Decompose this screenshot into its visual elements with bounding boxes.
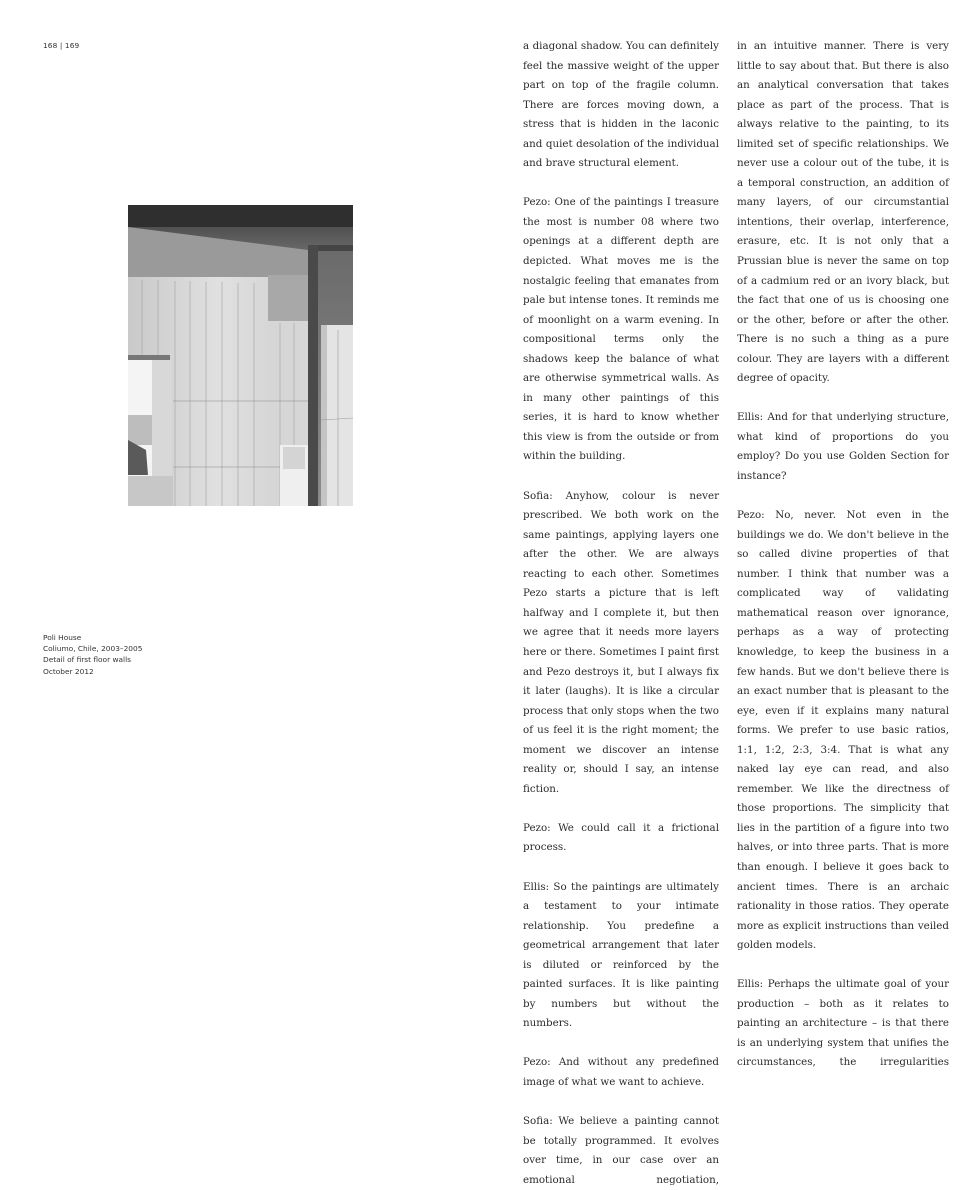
paragraph: Pezo: No, never. Not even in the buildings we do. We don't believe in the so called divine properties of that number. I think that number was a complicated way of validating mathematical reason over ignorance, perhaps as a way of protecting knowledge, to keep the business in a few hands. But we don't believe there is an exact number that is pleasant to the eye, even if it explains many natural forms. We prefer to use basic ratios, 1:1, 1:2, 2:3, 3:4. That is what any naked lay eye can read, and also remember. We like the directness of those proportions. The simplicity that lies in the partition of a figure into two halves, or into three parts. That is more than enough. I believe it goes back to ancient times. There is an archaic rationality in those ratios. They operate more as explicit instructions than veiled golden models. [737,509,949,952]
paragraph: Pezo: We could call it a frictional process. [523,821,719,854]
photo-caption [43,632,142,677]
page-number: 168 | 169 [43,41,80,50]
caption-location: Coliumo, Chile, 2003–2005 [43,644,143,654]
paragraph: Pezo: And without any predefined image of what we want to achieve. [523,1056,719,1088]
paragraph: Ellis: Perhaps the ultimate goal of your production – both as it relates to painting an architecture – is that there is an underlying system that unifies the circumstances, the irregularities [737,978,949,1069]
caption-detail: Detail of first floor walls [43,655,132,665]
paragraph: Sofia: We believe a painting cannot be totally programmed. It evolves over time, in our case over an emotional negotiation, [523,1115,719,1186]
paragraph: in an intuitive manner. There is very little to say about that. But there is also an analytical conversation that takes place as part of the process. That is always relative to the painting, to its limited set of specific relationships. We never use a colour out of the tube, it is a temporal construction, an addition of many layers, of our circumstantial intentions, their overlap, interference, erasure, etc. It is not only that a Prussian blue is never the same on top of a cadmium red or an ivory black, but the fact that one of us is choosing one or the other, before or after the other. There is no such a thing as a pure colour. They are layers with a different degree of opacity. [737,40,949,385]
paragraph: a diagonal shadow. You can definitely feel the massive weight of the upper part on top of the fragile column. There are forces moving down, a stress that is hidden in the laconic and quiet desolation of the individual and brave structural element. [523,40,719,170]
photograph-concrete-interior [128,205,353,506]
caption-title: Poli House [43,633,82,642]
caption-date: October 2012 [43,666,94,676]
paragraph: Pezo: One of the paintings I treasure the most is number 08 where two openings at a different depth are depicted. What moves me is the nostalgic feeling that emanates from pale but intense tones. It reminds me of moonlight on a warm evening. In compositional terms only the shadows keep the balance of what are otherwise symmetrical walls. As in many other paintings of this series, it is hard to know whether this view is from the outside or from within the building. [523,196,719,463]
paragraph: Ellis: So the paintings are ultimately a testament to your intimate relationship. You predefine a geometrical arrangement that later is diluted or reinforced by the painted surfaces. It is like painting by numbers but without the numbers. [523,880,719,1030]
paragraph: Sofia: Anyhow, colour is never prescribed. We both work on the same paintings, applying layers one after the other. We are always reacting to each other. Sometimes Pezo starts a picture that is left halfway and I complete it, but then we agree that it needs more layers here or there. Sometimes I paint first and Pezo destroys it, but I always fix it later (laughs). It is like a circular process that only stops when the two of us feel it is the right moment; the moment we discover an intense reality or, should I say, an intense fiction. [523,489,719,795]
text-column-left [523,37,719,1190]
text-column-right [737,37,949,1073]
paragraph: Ellis: And for that underlying structure, what kind of proportions do you employ? Do you use Golden Section for instance? [737,411,949,483]
